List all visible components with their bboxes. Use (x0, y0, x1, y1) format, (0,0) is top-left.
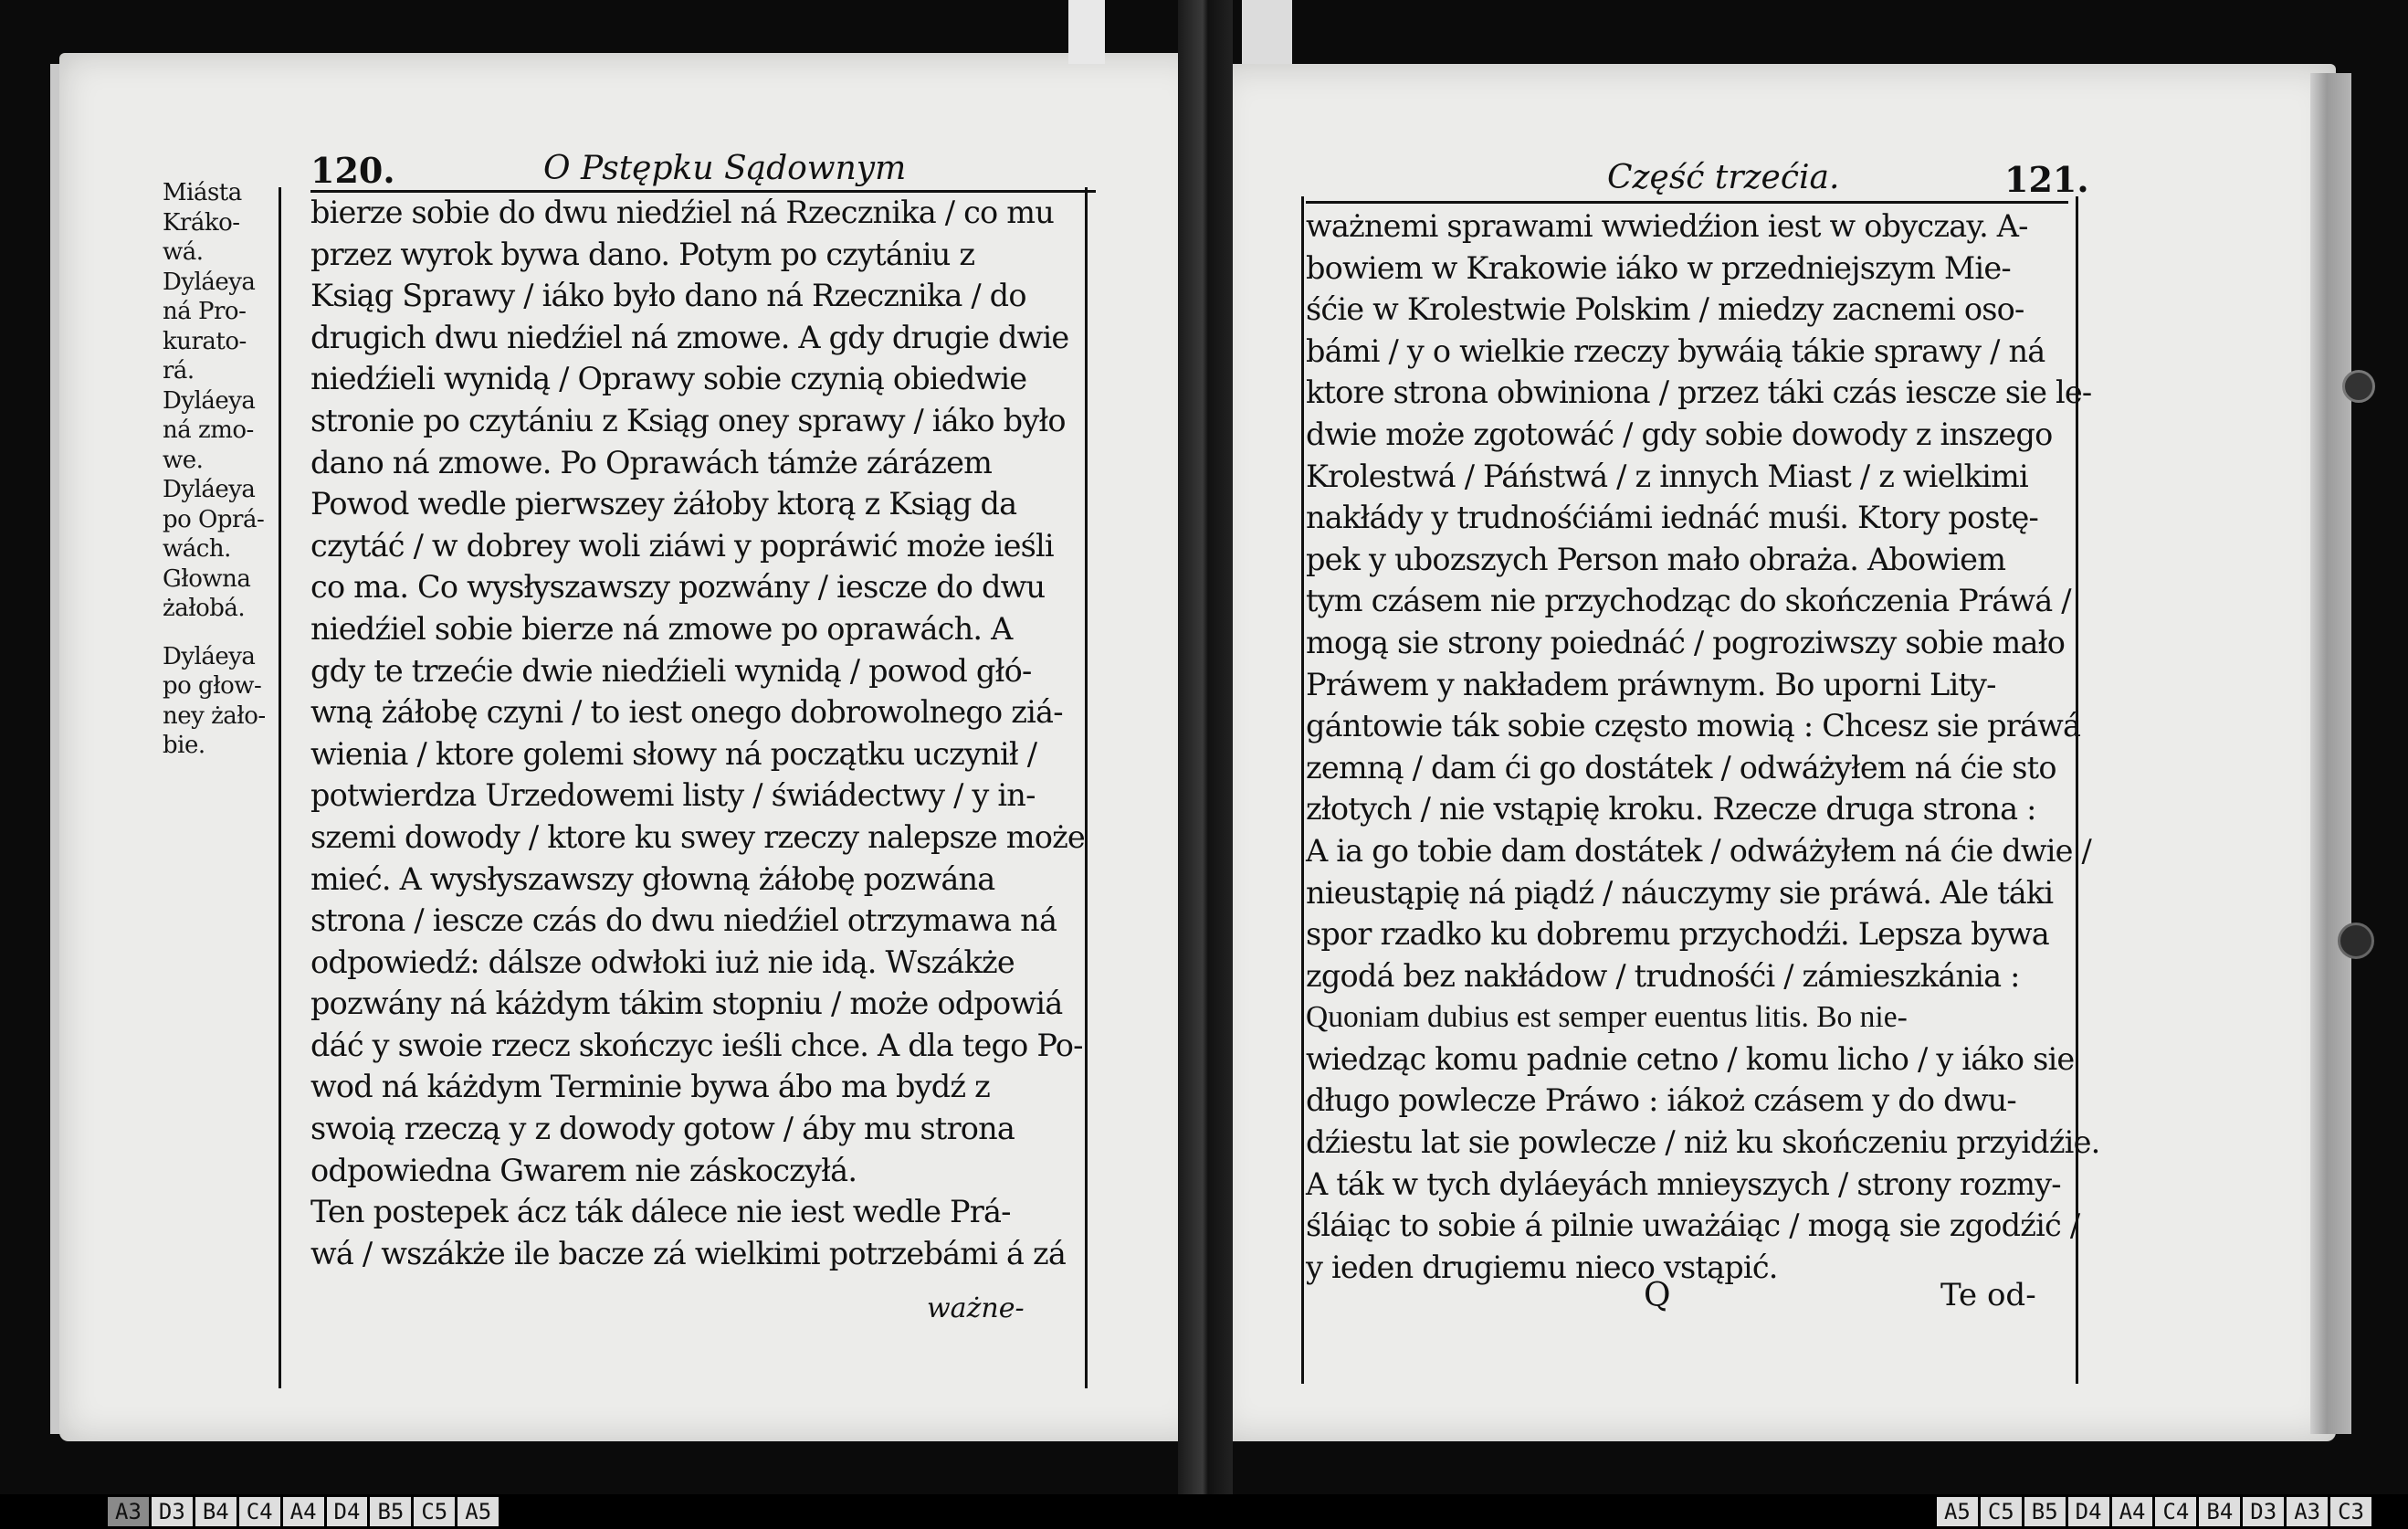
ruler-tab: A3 (2284, 1497, 2328, 1526)
ruler-tab: D3 (2240, 1497, 2284, 1526)
text-line: dano ná zmowe. Po Oprawách támże zárázem (310, 444, 993, 480)
text-line: wienia / ktore golemi słowy ná początku uczynił / (310, 735, 1037, 772)
ruler-tab: A4 (2109, 1497, 2153, 1526)
ruler-tab: A5 (1934, 1497, 1978, 1526)
margin-note-line: ná Pro- (163, 298, 247, 325)
text-line: potwierdza Urzedowemi listy / świádectwy / y in- (310, 777, 1036, 814)
margin-note-line: po Oprá- (163, 505, 265, 533)
text-line: Krolestwá / Páństwá / z innych Miast / z wielkimi (1306, 458, 2028, 494)
text-line: strona / iescze czás do dwu niedźiel otrzymawa ná (310, 902, 1057, 939)
page-stack-edge-right (2310, 73, 2351, 1434)
margin-note-line: bie. (163, 732, 205, 759)
ruler-tab: C3 (2328, 1497, 2371, 1526)
text-line: złotych / nie vstąpię kroku. Rzecze druga strona : (1306, 791, 2036, 828)
text-line: czytáć / w dobrey woli ziáwi y popráwić może ieśli (310, 527, 1054, 564)
right-page-text (1306, 206, 2100, 1288)
text-line: tym czásem nie przychodząc do skończenia Práwá / (1306, 583, 2071, 619)
text-line: gántowie ták sobie często mowią : Chcesz sie práwá (1306, 708, 2081, 744)
text-line: mieć. A wysłyszawszy głowną żáłobę pozwána (310, 860, 995, 897)
text-line: A ia go tobie dam dostátek / odwáżyłem ná ćie dwie / (1306, 832, 2092, 869)
scan-artifact (1242, 0, 1292, 64)
running-title: Część trzećia. (1607, 159, 1840, 196)
text-line: co ma. Co wysłyszawszy pozwány / iescze do dwu (310, 569, 1046, 606)
text-line: Ksiąg Sprawy / iáko było dano ná Rzecznika / do (310, 278, 1026, 314)
text-line: bierze sobie do dwu niedźiel ná Rzecznika / co mu (310, 195, 1055, 230)
margin-note-line: po głow- (163, 672, 262, 700)
text-line: stronie po czytániu z Ksiąg oney sprawy / iáko było (310, 402, 1066, 438)
margin-note-line: kurato- (163, 327, 247, 355)
text-line: Ten postepek ácz ták dálece nie iest wedle Prá- (310, 1194, 1011, 1230)
margin-note-line: rá. (163, 357, 195, 385)
page-number: 120. (310, 150, 395, 191)
catchword: ważne- (927, 1292, 1025, 1324)
text-line: A ták w tych dyláeyách mnieyszych / strony rozmy- (1306, 1165, 2061, 1202)
text-line: Práwem y nakładem práwnym. Bo uporni Lity- (1306, 666, 1996, 702)
text-line: odpowiedna Gwarem nie záskoczyłá. (310, 1152, 857, 1188)
margin-note-line: Dyláeya (163, 386, 256, 415)
margin-note-line: ná zmo- (163, 417, 254, 444)
text-line: y ieden drugiemu nieco vstąpić. (1306, 1249, 1778, 1285)
text-line: pozwány ná káżdym tákim stopniu / może odpowiá (310, 986, 1063, 1022)
book-gutter (1178, 0, 1233, 1529)
signature-mark: Q (1644, 1277, 1671, 1314)
text-line: wá / wszákże ile bacze zá wielkimi potrzebámi á zá (310, 1235, 1067, 1271)
text-line: odpowiedź: dálsze odwłoki iuż nie idą. Wszákże (310, 944, 1015, 980)
text-line: dwie może zgotowáć / gdy sobie dowody z inszego (1306, 416, 2053, 452)
ruler-tab: B4 (2196, 1497, 2240, 1526)
text-line: długo powlecze Práwo : iákoż czásem y do dwu- (1306, 1082, 2016, 1119)
margin-note-line: Dyláeya (163, 642, 256, 670)
text-line: śláiąc to sobie á pilnie uważáiąc / mogą sie zgodźić / (1306, 1207, 2080, 1244)
text-line: wiedząc komu padnie cetno / komu licho / y iáko sie (1306, 1040, 2075, 1077)
scan-mark (2338, 923, 2374, 959)
text-line: bámi / y o wielkie rzeczy bywáią tákie sprawy / ná (1306, 332, 2045, 369)
text-line: śćie w Krolestwie Polskim / miedzy zacnemi oso- (1306, 291, 2024, 328)
ruler-tab: A5 (455, 1497, 499, 1526)
margin-note-line: wá. (163, 238, 204, 266)
margin-note-line: Dyláeya (163, 268, 256, 296)
ruler-tab: D4 (324, 1497, 368, 1526)
text-line: przez wyrok bywa dano. Potym po czytániu z (310, 236, 975, 272)
text-line: niedźiel sobie bierze ná zmowe po oprawách. A (310, 610, 1013, 647)
text-line: zgodá bez nakłádow / trudnośći / zámieszkánia : (1306, 957, 2020, 994)
text-line: gdy te trzećie dwie niedźieli wynidą / powod głó- (310, 652, 1032, 689)
margin-note-line: Dyláeya (163, 476, 256, 503)
text-line: zemną / dam ći go dostátek / odwáżyłem ná ćie sto (1306, 749, 2056, 786)
ruler-tab: B5 (367, 1497, 411, 1526)
ruler-tab: A3 (105, 1497, 149, 1526)
ruler-tab: D3 (149, 1497, 193, 1526)
margin-note-line: Miásta (163, 179, 242, 206)
text-line: spor rzadko ku dobremu przychodźi. Lepsza bywa (1306, 916, 2049, 953)
text-line: drugich dwu niedźiel ná zmowe. A gdy drugie dwie (310, 319, 1069, 355)
ruler-tab: C4 (2152, 1497, 2196, 1526)
text-line: niedźieli wynidą / Oprawy sobie czynią obiedwie (310, 361, 1027, 397)
text-line: mogą sie strony poiednáć / pogroziwszy sobie mało (1306, 624, 2066, 660)
margin-note-line: żałobá. (163, 595, 246, 622)
margin-notes (163, 178, 281, 761)
text-line: swoią rzeczą y z dowody gotow / áby mu strona (310, 1111, 1015, 1147)
ruler-tab: B4 (193, 1497, 237, 1526)
text-line: pek y ubozszych Person mało obraża. Abowiem (1306, 541, 2006, 577)
text-line: Powod wedle pierwszey żáłoby ktorą z Ksiąg da (310, 486, 1017, 522)
margin-note-line: wách. (163, 535, 231, 563)
ruler-tab: A4 (280, 1497, 324, 1526)
text-line: bowiem w Krakowie iáko w przedniejszym Mie- (1306, 249, 2011, 286)
text-line: ktore strona obwiniona / przez táki czás iescze sie le- (1306, 374, 2092, 411)
running-title: O Pstępku Sądownym (543, 150, 907, 187)
text-line: nakłády y trudnośćiámi iednáć muśi. Ktory postę- (1306, 500, 2039, 536)
margin-note-line (163, 624, 281, 642)
margin-note-line: Głowna (163, 564, 251, 593)
text-line: ważnemi sprawami wwiedźion iest w obyczay. A- (1306, 208, 2028, 244)
ruler-tab: C5 (411, 1497, 455, 1526)
left-page-text (310, 192, 1085, 1274)
text-line: szemi dowody / ktore ku swey rzeczy nalepsze może (310, 818, 1085, 855)
ruler-tab: B5 (2022, 1497, 2066, 1526)
text-line: nieustąpię ná piądź / náuczymy sie práwá. Ale táki (1306, 874, 2054, 911)
margin-note-line: Kráko- (163, 208, 240, 237)
text-line: wod ná káżdym Terminie bywa ábo ma bydź z (310, 1069, 990, 1105)
ruler-tab: C4 (237, 1497, 280, 1526)
text-line: wną żáłobę czyni / to iest onego dobrowolnego ziá- (310, 694, 1063, 731)
text-line: dźiestu lat sie powlecze / niż ku skończeniu przyidźie. (1306, 1124, 2100, 1161)
text-line: dáć y swoie rzecz skończyc ieśli chce. A dla tego Po- (310, 1027, 1083, 1063)
text-line: Quoniam dubius est semper euentus litis. Bo nie- (1306, 1000, 1908, 1035)
margin-note-line: ney żało- (163, 701, 266, 730)
scan-artifact (1068, 0, 1105, 64)
ruler-tab: C5 (1978, 1497, 2022, 1526)
margin-note-line: we. (163, 446, 204, 474)
ruler-tab: D4 (2066, 1497, 2109, 1526)
page-number: 121. (2004, 159, 2089, 200)
catchword: Te od- (1940, 1277, 2036, 1313)
film-ruler (0, 1494, 2408, 1529)
scan-mark (2342, 370, 2375, 403)
left-page-header (310, 146, 1096, 193)
